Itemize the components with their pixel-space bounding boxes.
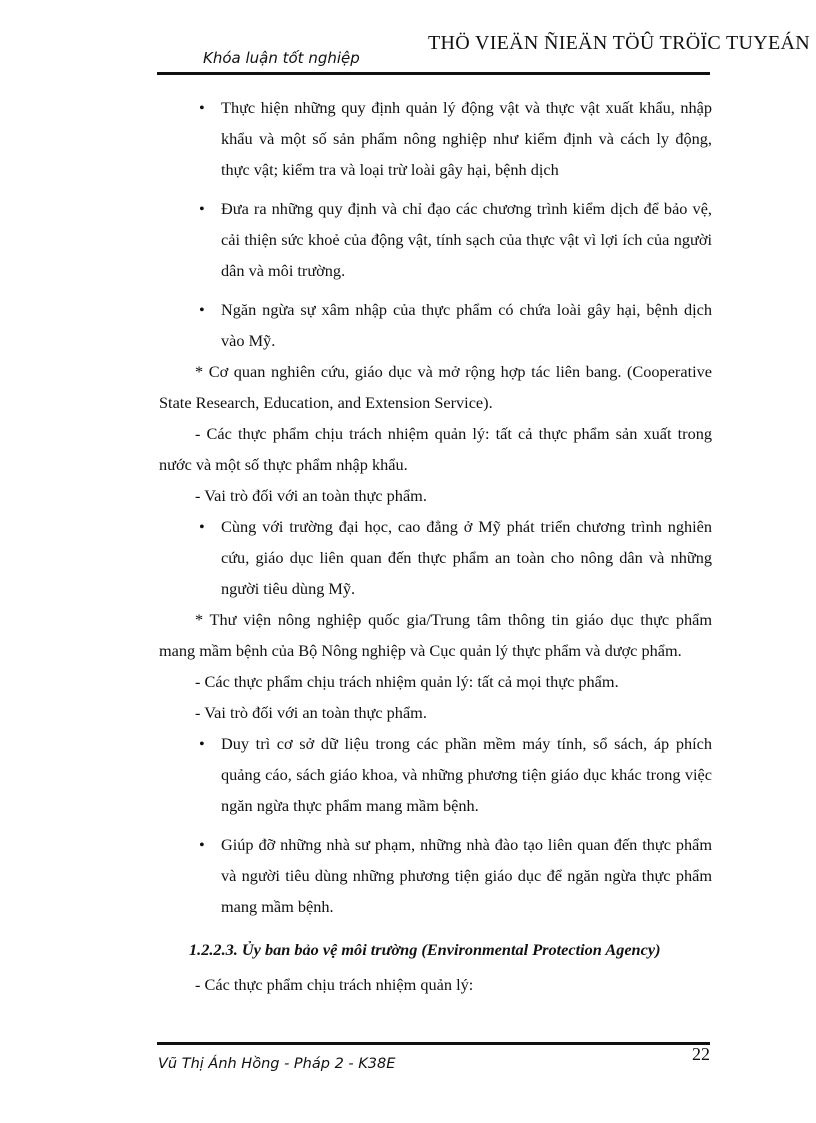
- bullet-icon: •: [199, 517, 205, 536]
- paragraph: * Cơ quan nghiên cứu, giáo dục và mở rộng hợp tác liên bang. (Cooperative State Research, Education, and Extension Service).: [159, 362, 712, 412]
- paragraph: - Các thực phẩm chịu trách nhiệm quản lý:: [195, 975, 474, 994]
- bullet-item: • Cùng với trường đại học, cao đẳng ở Mỹ phát triển chương trình nghiên cứu, giáo dục liên quan đến thực phẩm an toàn cho nông dân và những người tiêu dùng Mỹ.: [159, 511, 712, 604]
- page-body: [159, 92, 712, 1000]
- bullet-icon: •: [199, 300, 205, 319]
- paragraph: - Các thực phẩm chịu trách nhiệm quản lý: tất cả mọi thực phẩm.: [195, 672, 619, 691]
- bullet-icon: •: [199, 835, 205, 854]
- paragraph: * Thư viện nông nghiệp quốc gia/Trung tâm thông tin giáo dục thực phẩm mang mầm bệnh của Bộ Nông nghiệp và Cục quản lý thực phẩm và dược phẩm.: [159, 610, 712, 660]
- bullet-item: • Đưa ra những quy định và chỉ đạo các chương trình kiểm dịch để bảo vệ, cải thiện sức khoẻ của động vật, tính sạch của thực vật vì lợi ích của người dân và môi trường.: [159, 193, 712, 286]
- bullet-item: • Ngăn ngừa sự xâm nhập của thực phẩm có chứa loài gây hại, bệnh dịch vào Mỹ.: [159, 294, 712, 356]
- footer-author: Vũ Thị Ánh Hồng - Pháp 2 - K38E: [158, 1056, 396, 1072]
- bullet-item: • Thực hiện những quy định quản lý động vật và thực vật xuất khẩu, nhập khẩu và một số sản phẩm nông nghiệp như kiểm định và cách ly động, thực vật; kiểm tra và loại trừ loài gây hại, bệnh dịch: [159, 92, 712, 185]
- header-rule: [157, 72, 710, 75]
- bullet-item: • Duy trì cơ sở dữ liệu trong các phần mềm máy tính, sổ sách, áp phích quảng cáo, sách giáo khoa, và những phương tiện giáo dục khác trong việc ngăn ngừa thực phẩm mang mầm bệnh.: [159, 728, 712, 821]
- paragraph: - Các thực phẩm chịu trách nhiệm quản lý: tất cả thực phẩm sản xuất trong nước và một số thực phẩm nhập khẩu.: [159, 424, 712, 474]
- page-number: 22: [692, 1044, 710, 1064]
- bullet-icon: •: [199, 98, 205, 117]
- header-thesis-label: Khóa luận tốt nghiệp: [203, 49, 360, 67]
- paragraph: - Vai trò đối với an toàn thực phẩm.: [195, 703, 427, 722]
- header-library-label: THÖ VIEÄN ÑIEÄN TÖÛ TRÖÏC TUYEÁN: [428, 32, 810, 54]
- bullet-icon: •: [199, 734, 205, 753]
- bullet-icon: •: [199, 199, 205, 218]
- paragraph: - Vai trò đối với an toàn thực phẩm.: [195, 486, 427, 505]
- bullet-item: • Giúp đỡ những nhà sư phạm, những nhà đào tạo liên quan đến thực phẩm và người tiêu dùng những phương tiện giáo dục để ngăn ngừa thực phẩm mang mầm bệnh.: [159, 829, 712, 922]
- footer-rule: [157, 1042, 710, 1045]
- section-heading: 1.2.2.3. Ủy ban bảo vệ môi trường (Environmental Protection Agency): [189, 940, 661, 959]
